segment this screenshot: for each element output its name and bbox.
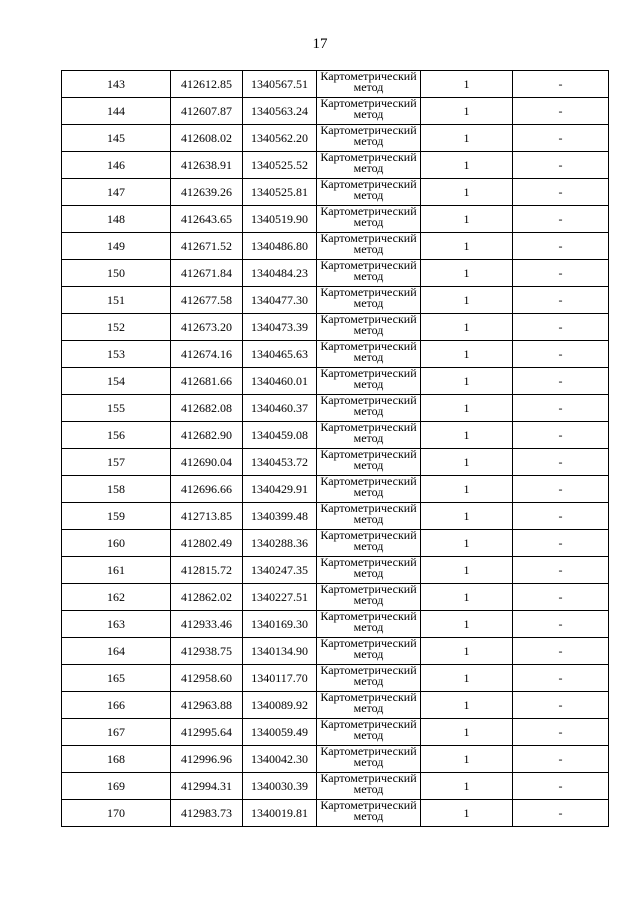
point-number-cell: 156 [62, 422, 171, 449]
note-cell: - [513, 530, 609, 557]
method-line1: Картометрический [320, 691, 417, 704]
method-cell [317, 71, 421, 98]
method-line2: метод [353, 593, 384, 607]
note-cell: - [513, 449, 609, 476]
y-coordinate-cell: 1340134.90 [243, 638, 317, 665]
x-coordinate-cell: 412677.58 [171, 287, 243, 314]
error-cell: 1 [421, 125, 513, 152]
method-line2: метод [353, 161, 384, 175]
x-coordinate-cell: 412639.26 [171, 179, 243, 206]
table-row [62, 665, 609, 692]
table-row [62, 233, 609, 260]
method-cell [317, 746, 421, 773]
y-coordinate-cell: 1340227.51 [243, 584, 317, 611]
method-line2: метод [353, 404, 384, 418]
method-line2: метод [353, 80, 384, 94]
table-row [62, 503, 609, 530]
x-coordinate-cell: 412815.72 [171, 557, 243, 584]
x-coordinate-cell: 412608.02 [171, 125, 243, 152]
method-line2: метод [353, 242, 384, 256]
point-number-cell: 153 [62, 341, 171, 368]
method-cell [317, 287, 421, 314]
method-cell [317, 503, 421, 530]
method-line2: метод [353, 620, 384, 634]
error-cell: 1 [421, 773, 513, 800]
method-line2: метод [353, 782, 384, 796]
method-line2: метод [353, 809, 384, 823]
method-line1: Картометрический [320, 718, 417, 731]
point-number-cell: 163 [62, 611, 171, 638]
note-cell: - [513, 746, 609, 773]
table-row [62, 557, 609, 584]
method-line2: метод [353, 674, 384, 688]
method-line2: метод [353, 431, 384, 445]
table-row [62, 719, 609, 746]
error-cell: 1 [421, 611, 513, 638]
method-cell [317, 584, 421, 611]
note-cell: - [513, 638, 609, 665]
table-row [62, 395, 609, 422]
note-cell: - [513, 476, 609, 503]
error-cell: 1 [421, 449, 513, 476]
x-coordinate-cell: 412681.66 [171, 368, 243, 395]
x-coordinate-cell: 412938.75 [171, 638, 243, 665]
table-row [62, 746, 609, 773]
method-cell [317, 719, 421, 746]
table-row [62, 530, 609, 557]
error-cell: 1 [421, 503, 513, 530]
point-number-cell: 144 [62, 98, 171, 125]
method-line2: метод [353, 701, 384, 715]
point-number-cell: 150 [62, 260, 171, 287]
point-number-cell: 168 [62, 746, 171, 773]
note-cell: - [513, 800, 609, 827]
method-line2: метод [353, 269, 384, 283]
method-line2: метод [353, 107, 384, 121]
table-row [62, 314, 609, 341]
x-coordinate-cell: 412671.52 [171, 233, 243, 260]
note-cell: - [513, 665, 609, 692]
table-row [62, 800, 609, 827]
x-coordinate-cell: 412958.60 [171, 665, 243, 692]
y-coordinate-cell: 1340453.72 [243, 449, 317, 476]
page-number: 17 [312, 36, 328, 52]
point-number-cell: 159 [62, 503, 171, 530]
method-cell [317, 125, 421, 152]
y-coordinate-cell: 1340525.52 [243, 152, 317, 179]
y-coordinate-cell: 1340486.80 [243, 233, 317, 260]
note-cell: - [513, 557, 609, 584]
y-coordinate-cell: 1340042.30 [243, 746, 317, 773]
method-line1: Картометрический [320, 286, 417, 299]
point-number-cell: 151 [62, 287, 171, 314]
method-line1: Картометрический [320, 97, 417, 110]
point-number-cell: 145 [62, 125, 171, 152]
error-cell: 1 [421, 800, 513, 827]
coordinates-table [61, 70, 609, 827]
error-cell: 1 [421, 233, 513, 260]
note-cell: - [513, 152, 609, 179]
error-cell: 1 [421, 557, 513, 584]
method-cell [317, 530, 421, 557]
method-cell [317, 233, 421, 260]
note-cell: - [513, 341, 609, 368]
x-coordinate-cell: 412995.64 [171, 719, 243, 746]
table-row [62, 287, 609, 314]
note-cell: - [513, 233, 609, 260]
y-coordinate-cell: 1340477.30 [243, 287, 317, 314]
point-number-cell: 143 [62, 71, 171, 98]
error-cell: 1 [421, 98, 513, 125]
method-line1: Картометрический [320, 556, 417, 569]
x-coordinate-cell: 412643.65 [171, 206, 243, 233]
note-cell: - [513, 260, 609, 287]
note-cell: - [513, 503, 609, 530]
x-coordinate-cell: 412996.96 [171, 746, 243, 773]
x-coordinate-cell: 412994.31 [171, 773, 243, 800]
error-cell: 1 [421, 395, 513, 422]
y-coordinate-cell: 1340429.91 [243, 476, 317, 503]
point-number-cell: 165 [62, 665, 171, 692]
point-number-cell: 158 [62, 476, 171, 503]
point-number-cell: 169 [62, 773, 171, 800]
y-coordinate-cell: 1340567.51 [243, 71, 317, 98]
method-line2: метод [353, 134, 384, 148]
point-number-cell: 152 [62, 314, 171, 341]
error-cell: 1 [421, 422, 513, 449]
y-coordinate-cell: 1340465.63 [243, 341, 317, 368]
y-coordinate-cell: 1340459.08 [243, 422, 317, 449]
table-row [62, 98, 609, 125]
x-coordinate-cell: 412696.66 [171, 476, 243, 503]
y-coordinate-cell: 1340562.20 [243, 125, 317, 152]
note-cell: - [513, 719, 609, 746]
method-line1: Картометрический [320, 151, 417, 164]
y-coordinate-cell: 1340169.30 [243, 611, 317, 638]
y-coordinate-cell: 1340460.37 [243, 395, 317, 422]
x-coordinate-cell: 412963.88 [171, 692, 243, 719]
point-number-cell: 164 [62, 638, 171, 665]
y-coordinate-cell: 1340484.23 [243, 260, 317, 287]
method-cell [317, 314, 421, 341]
table-row [62, 584, 609, 611]
point-number-cell: 162 [62, 584, 171, 611]
note-cell: - [513, 584, 609, 611]
x-coordinate-cell: 412673.20 [171, 314, 243, 341]
method-line1: Картометрический [320, 448, 417, 461]
point-number-cell: 166 [62, 692, 171, 719]
error-cell: 1 [421, 368, 513, 395]
method-line1: Картометрический [320, 475, 417, 488]
method-line1: Картометрический [320, 799, 417, 812]
table-row [62, 638, 609, 665]
table-row [62, 179, 609, 206]
table-row [62, 71, 609, 98]
table-row [62, 611, 609, 638]
y-coordinate-cell: 1340460.01 [243, 368, 317, 395]
y-coordinate-cell: 1340473.39 [243, 314, 317, 341]
table-row [62, 125, 609, 152]
error-cell: 1 [421, 314, 513, 341]
method-line2: метод [353, 485, 384, 499]
method-cell [317, 692, 421, 719]
y-coordinate-cell: 1340089.92 [243, 692, 317, 719]
error-cell: 1 [421, 152, 513, 179]
method-line2: метод [353, 377, 384, 391]
note-cell: - [513, 773, 609, 800]
method-line2: метод [353, 296, 384, 310]
note-cell: - [513, 71, 609, 98]
method-cell [317, 395, 421, 422]
table-row [62, 341, 609, 368]
error-cell: 1 [421, 260, 513, 287]
point-number-cell: 160 [62, 530, 171, 557]
method-cell [317, 206, 421, 233]
x-coordinate-cell: 412862.02 [171, 584, 243, 611]
method-cell [317, 179, 421, 206]
x-coordinate-cell: 412713.85 [171, 503, 243, 530]
table-row [62, 368, 609, 395]
error-cell: 1 [421, 584, 513, 611]
method-cell [317, 449, 421, 476]
method-cell [317, 476, 421, 503]
method-line2: метод [353, 539, 384, 553]
note-cell: - [513, 422, 609, 449]
method-line2: метод [353, 512, 384, 526]
method-line2: метод [353, 188, 384, 202]
y-coordinate-cell: 1340117.70 [243, 665, 317, 692]
error-cell: 1 [421, 638, 513, 665]
y-coordinate-cell: 1340288.36 [243, 530, 317, 557]
point-number-cell: 149 [62, 233, 171, 260]
method-line1: Картометрический [320, 70, 417, 83]
table-row [62, 476, 609, 503]
point-number-cell: 167 [62, 719, 171, 746]
error-cell: 1 [421, 71, 513, 98]
error-cell: 1 [421, 287, 513, 314]
error-cell: 1 [421, 476, 513, 503]
method-cell [317, 665, 421, 692]
note-cell: - [513, 179, 609, 206]
point-number-cell: 154 [62, 368, 171, 395]
method-line2: метод [353, 323, 384, 337]
method-line1: Картометрический [320, 664, 417, 677]
x-coordinate-cell: 412674.16 [171, 341, 243, 368]
table-row [62, 422, 609, 449]
method-cell [317, 422, 421, 449]
error-cell: 1 [421, 746, 513, 773]
point-number-cell: 161 [62, 557, 171, 584]
y-coordinate-cell: 1340059.49 [243, 719, 317, 746]
method-cell [317, 98, 421, 125]
method-line1: Картометрический [320, 772, 417, 785]
x-coordinate-cell: 412638.91 [171, 152, 243, 179]
method-line2: метод [353, 728, 384, 742]
note-cell: - [513, 287, 609, 314]
y-coordinate-cell: 1340563.24 [243, 98, 317, 125]
method-line1: Картометрический [320, 394, 417, 407]
method-cell [317, 260, 421, 287]
point-number-cell: 148 [62, 206, 171, 233]
method-cell [317, 638, 421, 665]
y-coordinate-cell: 1340019.81 [243, 800, 317, 827]
y-coordinate-cell: 1340399.48 [243, 503, 317, 530]
point-number-cell: 147 [62, 179, 171, 206]
x-coordinate-cell: 412682.08 [171, 395, 243, 422]
method-line1: Картометрический [320, 583, 417, 596]
coordinates-table-body [62, 71, 609, 827]
note-cell: - [513, 314, 609, 341]
method-cell [317, 557, 421, 584]
method-line1: Картометрический [320, 367, 417, 380]
method-line1: Картометрический [320, 340, 417, 353]
method-line2: метод [353, 350, 384, 364]
note-cell: - [513, 395, 609, 422]
method-line1: Картометрический [320, 124, 417, 137]
method-line1: Картометрический [320, 610, 417, 623]
table-row [62, 692, 609, 719]
note-cell: - [513, 611, 609, 638]
y-coordinate-cell: 1340519.90 [243, 206, 317, 233]
x-coordinate-cell: 412802.49 [171, 530, 243, 557]
x-coordinate-cell: 412607.87 [171, 98, 243, 125]
method-cell [317, 368, 421, 395]
table-row [62, 260, 609, 287]
y-coordinate-cell: 1340247.35 [243, 557, 317, 584]
method-line1: Картометрический [320, 529, 417, 542]
note-cell: - [513, 368, 609, 395]
x-coordinate-cell: 412933.46 [171, 611, 243, 638]
note-cell: - [513, 125, 609, 152]
method-line1: Картометрический [320, 205, 417, 218]
note-cell: - [513, 206, 609, 233]
method-line1: Картометрический [320, 745, 417, 758]
method-cell [317, 341, 421, 368]
x-coordinate-cell: 412682.90 [171, 422, 243, 449]
x-coordinate-cell: 412690.04 [171, 449, 243, 476]
error-cell: 1 [421, 206, 513, 233]
table-row [62, 152, 609, 179]
x-coordinate-cell: 412983.73 [171, 800, 243, 827]
note-cell: - [513, 98, 609, 125]
table-row [62, 206, 609, 233]
x-coordinate-cell: 412612.85 [171, 71, 243, 98]
point-number-cell: 146 [62, 152, 171, 179]
method-line1: Картометрический [320, 232, 417, 245]
method-line2: метод [353, 215, 384, 229]
method-line1: Картометрический [320, 259, 417, 272]
x-coordinate-cell: 412671.84 [171, 260, 243, 287]
error-cell: 1 [421, 179, 513, 206]
y-coordinate-cell: 1340030.39 [243, 773, 317, 800]
point-number-cell: 157 [62, 449, 171, 476]
error-cell: 1 [421, 665, 513, 692]
method-line2: метод [353, 458, 384, 472]
method-cell [317, 611, 421, 638]
method-cell [317, 152, 421, 179]
method-line1: Картометрический [320, 178, 417, 191]
table-row [62, 449, 609, 476]
point-number-cell: 155 [62, 395, 171, 422]
error-cell: 1 [421, 341, 513, 368]
method-line2: метод [353, 566, 384, 580]
y-coordinate-cell: 1340525.81 [243, 179, 317, 206]
method-line1: Картометрический [320, 313, 417, 326]
method-line1: Картометрический [320, 421, 417, 434]
error-cell: 1 [421, 530, 513, 557]
error-cell: 1 [421, 719, 513, 746]
method-line2: метод [353, 647, 384, 661]
method-cell [317, 773, 421, 800]
error-cell: 1 [421, 692, 513, 719]
method-line2: метод [353, 755, 384, 769]
method-cell [317, 800, 421, 827]
method-line1: Картометрический [320, 637, 417, 650]
note-cell: - [513, 692, 609, 719]
point-number-cell: 170 [62, 800, 171, 827]
table-row [62, 773, 609, 800]
method-line1: Картометрический [320, 502, 417, 515]
